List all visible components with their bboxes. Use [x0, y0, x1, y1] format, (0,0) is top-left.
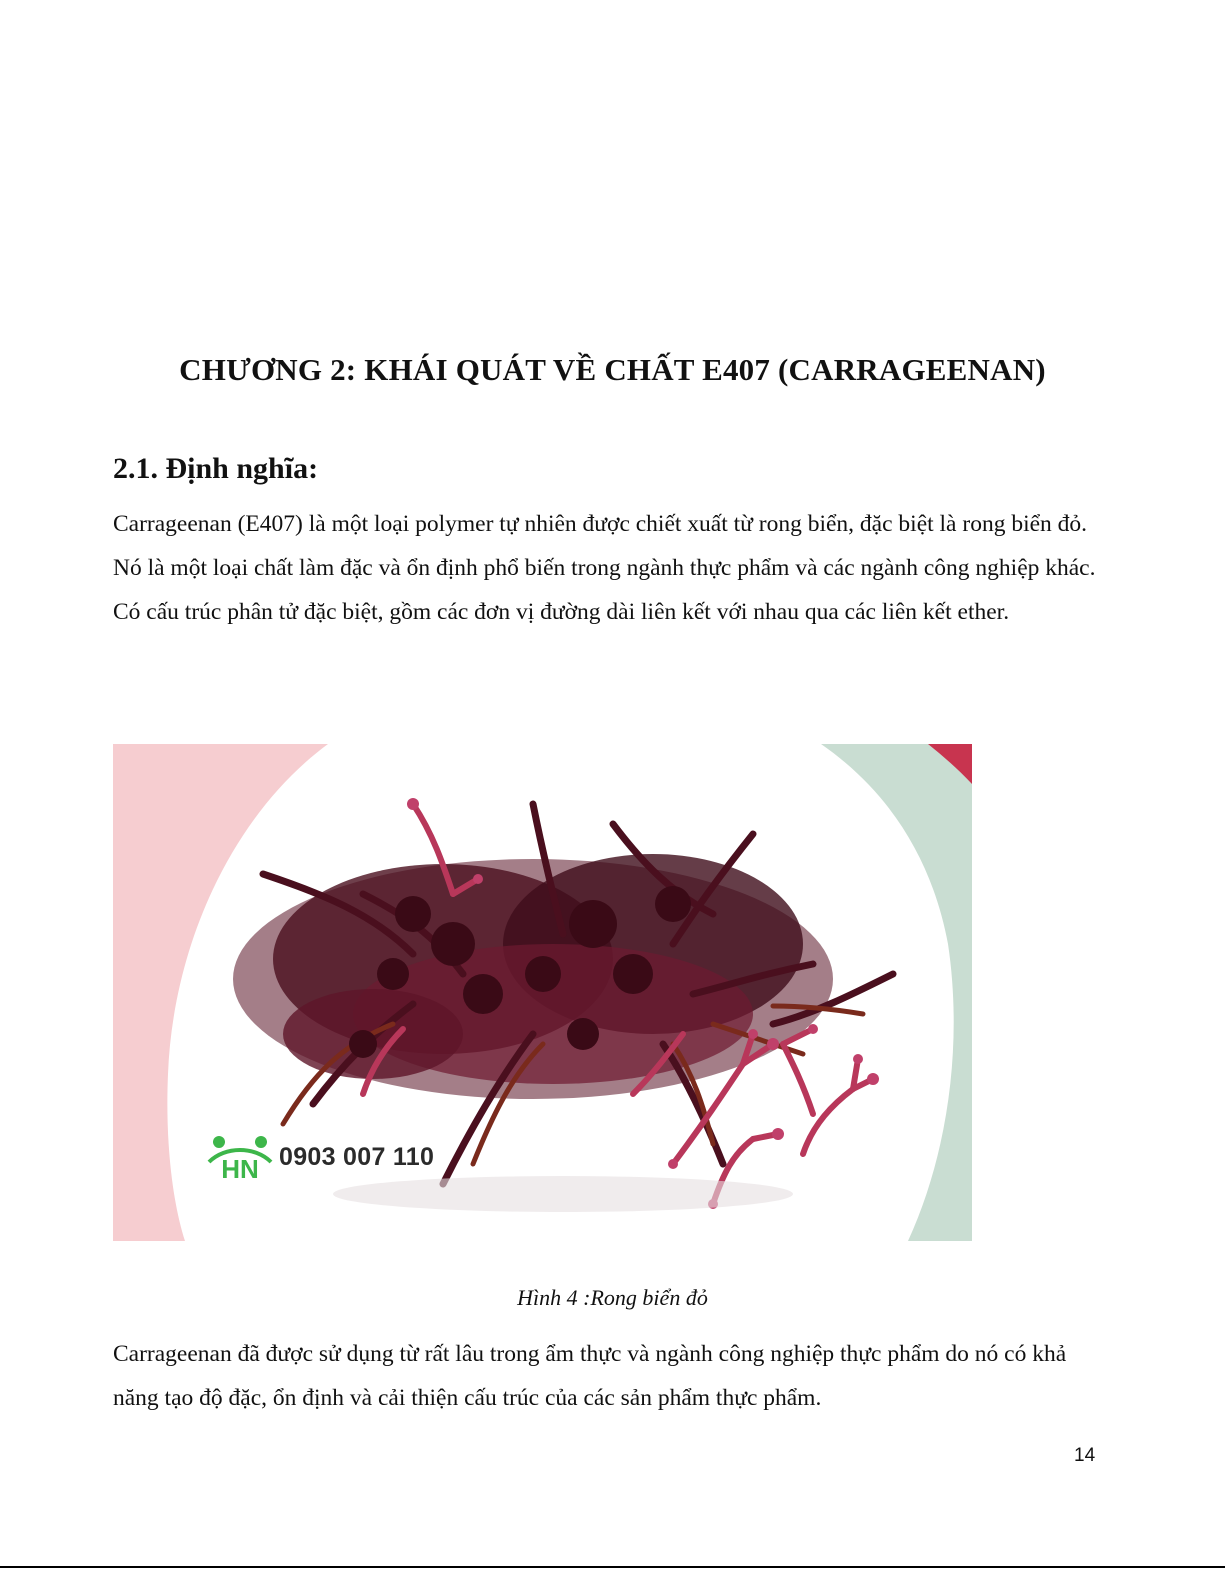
svg-text:HN: HN: [221, 1154, 259, 1182]
bottom-rule: [0, 1566, 1225, 1568]
definition-paragraph: Carrageenan (E407) là một loại polymer tự nhiên được chiết xuất từ rong biển, đặc biệt là rong biển đỏ. Nó là một loại chất làm đặc và ổn định phổ biến trong ngành thực phẩm và các ngành công nghiệp khác. Có cấu trúc phân tử đặc biệt, gồm các đơn vị đường dài liên kết với nhau qua các liên kết ether.: [113, 511, 1096, 625]
chapter-title: CHƯƠNG 2: KHÁI QUÁT VỀ CHẤT E407 (CARRAGEENAN): [179, 352, 1046, 387]
usage-paragraph: Carrageenan đã được sử dụng từ rất lâu trong ẩm thực và ngành công nghiệp thực phẩm do nó có khả năng tạo độ đặc, ổn định và cải thiện cấu trúc của các sản phẩm thực phẩm.: [113, 1341, 1067, 1411]
figure-caption: Hình 4 :Rong biển đỏ: [517, 1285, 708, 1310]
watermark: [205, 1132, 434, 1182]
seaweed-figure: [113, 744, 972, 1241]
section-heading: 2.1. Định nghĩa:: [113, 452, 319, 485]
page-number: 14: [1074, 1445, 1096, 1466]
watermark-phone: 0903 007 110: [279, 1142, 435, 1171]
hn-logo-icon: [205, 1132, 275, 1182]
